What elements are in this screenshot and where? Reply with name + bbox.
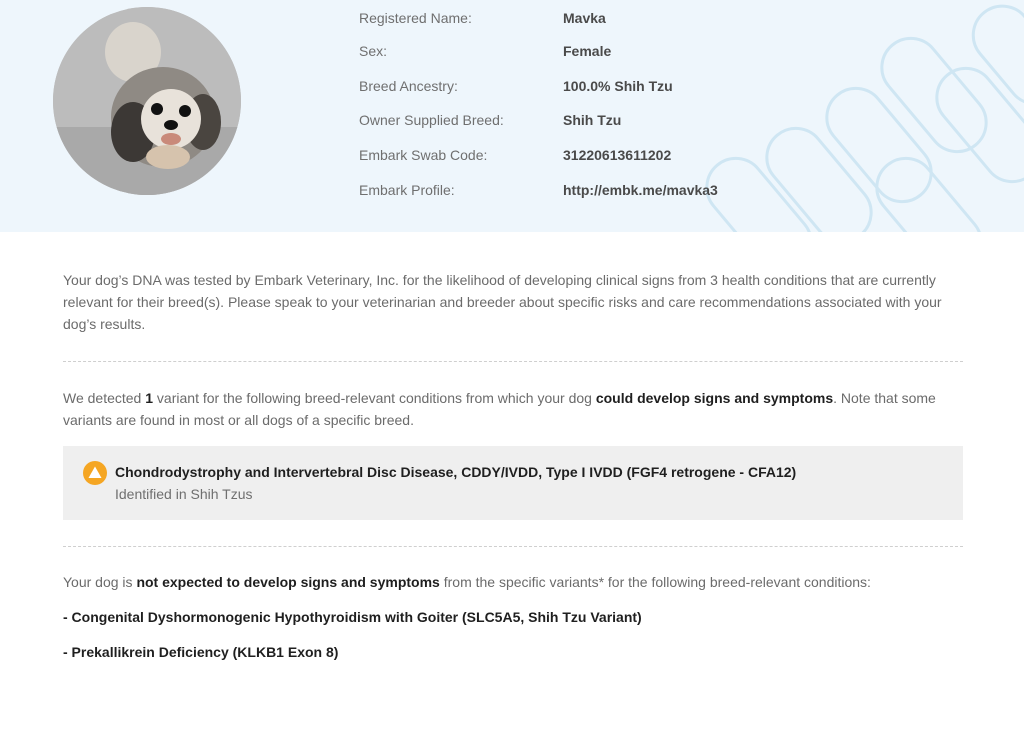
field-label: Embark Swab Code: — [359, 147, 488, 163]
field-label: Breed Ancestry: — [359, 78, 458, 94]
not-expected-text: from the specific variants* for the following breed-relevant conditions: — [439, 574, 871, 590]
condition-title: Chondrodystrophy and Intervertebral Disc Disease, CDDY/IVDD, Type I IVDD (FGF4 retrogene - CFA12) — [115, 464, 797, 480]
swab-code-value: 31220613611202 — [563, 147, 672, 163]
detected-text: . Note that some variants are found in most or all dogs of a specific breed. — [63, 390, 936, 428]
condition-item-hypothyroidism: - Congenital Dyshormonogenic Hypothyroidism with Goiter (SLC5A5, Shih Tzu Variant) — [63, 609, 642, 625]
section-divider — [63, 546, 963, 547]
profile-header — [0, 0, 1024, 232]
registered-name-value: Mavka — [563, 10, 606, 26]
owner-breed-value: Shih Tzu — [563, 112, 622, 128]
detected-text: variant for the following breed-relevant conditions from which your dog — [153, 390, 596, 406]
variant-count: 1 — [145, 390, 154, 406]
section-divider — [63, 361, 963, 362]
sex-value: Female — [563, 43, 612, 59]
intro-paragraph: Your dog’s DNA was tested by Embark Veterinary, Inc. for the likelihood of developing clinical signs from 3 health conditions that are currently relevant for their breed(s). Please speak to your veterinarian and breeder about specific risks and care recommendations associated with your dog’s results. — [63, 272, 942, 332]
field-label: Sex: — [359, 43, 388, 59]
not-expected-emphasis: not expected to develop signs and symptoms — [136, 574, 440, 590]
dog-avatar — [53, 7, 241, 195]
detected-text: We detected — [63, 390, 146, 406]
embark-profile-link[interactable]: http://embk.me/mavka3 — [563, 182, 718, 198]
not-expected-text: Your dog is — [63, 574, 137, 590]
breed-ancestry-value: 100.0% Shih Tzu — [563, 78, 673, 94]
condition-item-prekallikrein: - Prekallikrein Deficiency (KLKB1 Exon 8) — [63, 644, 339, 660]
warning-triangle-icon — [83, 461, 107, 485]
field-label: Embark Profile: — [359, 182, 455, 198]
condition-subtitle: Identified in Shih Tzus — [115, 486, 253, 502]
not-expected-paragraph — [63, 571, 963, 593]
field-label: Owner Supplied Breed: — [359, 112, 504, 128]
dog-photo-icon — [53, 7, 241, 195]
field-label: Registered Name: — [359, 10, 472, 26]
variant-alert[interactable] — [63, 446, 963, 520]
could-develop-emphasis: could develop signs and symptoms — [595, 390, 834, 406]
detected-paragraph — [63, 387, 963, 431]
